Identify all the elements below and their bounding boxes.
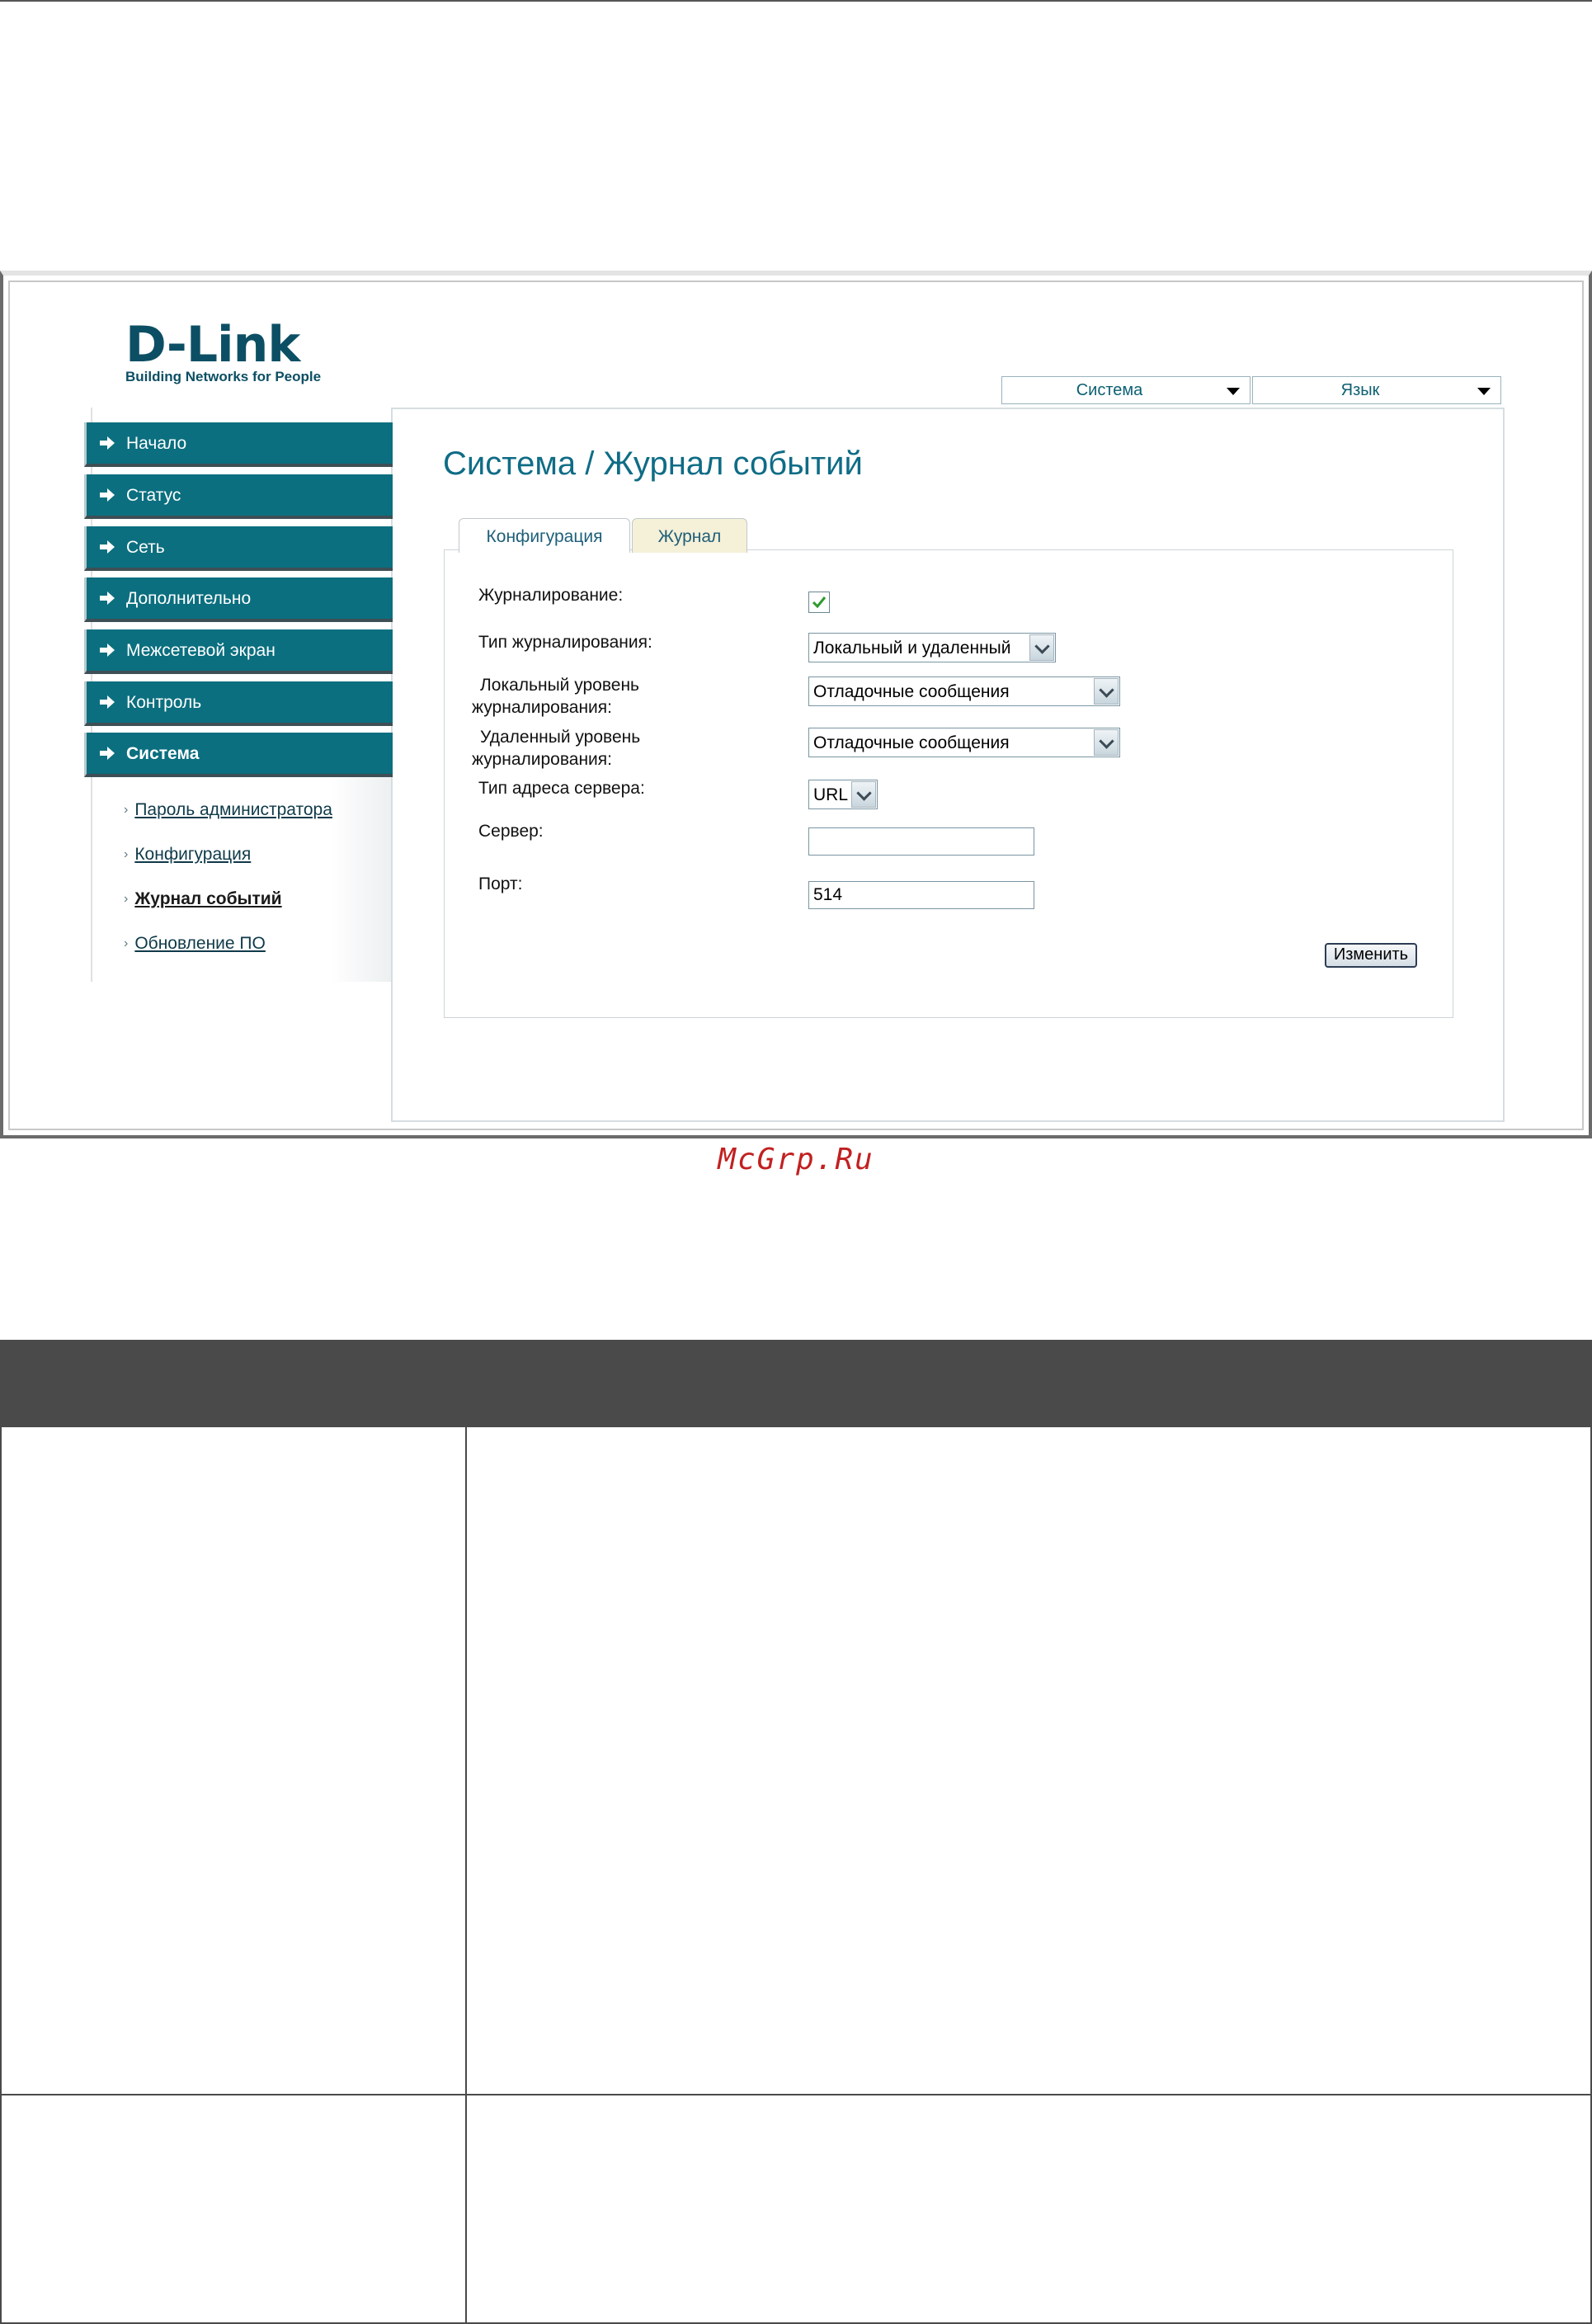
table-cell	[0, 2094, 467, 2324]
sidebar-item-firewall[interactable]	[84, 629, 393, 674]
sidebar-item-control[interactable]	[84, 681, 393, 726]
sidebar-item-label: Контроль	[126, 693, 202, 712]
chevron-down-icon	[851, 781, 876, 808]
watermark: McGrp.Ru	[718, 1143, 874, 1176]
language-label: Язык	[1340, 381, 1380, 399]
sidebar-item-label: Статус	[126, 486, 181, 505]
subnav-configuration[interactable]	[124, 845, 251, 865]
bullet-icon: ›	[124, 803, 129, 817]
logging-checkbox[interactable]	[808, 592, 830, 613]
subnav-firmware-update[interactable]	[124, 934, 266, 954]
table-cell	[465, 2094, 1592, 2324]
log-type-label: Тип журналирования:	[478, 633, 652, 652]
bullet-icon: ›	[124, 936, 129, 950]
arrow-right-icon	[100, 643, 115, 657]
tab-label: Журнал	[657, 527, 722, 546]
subnav-admin-password[interactable]	[124, 800, 332, 820]
logging-label: Журналирование:	[478, 586, 624, 605]
chevron-down-icon	[1227, 388, 1240, 395]
remote-level-label	[472, 726, 641, 771]
bullet-icon: ›	[124, 847, 129, 861]
local-level-label-line2: журналирования:	[472, 698, 612, 717]
page-title: Система / Журнал событий	[443, 445, 863, 482]
subnav-label: Журнал событий	[134, 889, 282, 908]
remote-level-value: Отладочные сообщения	[813, 733, 1010, 752]
arrow-right-icon	[100, 695, 115, 709]
remote-level-label-line1: Удаленный уровень	[480, 728, 641, 747]
table-header	[0, 1340, 1592, 1426]
sidebar-gradient	[330, 775, 393, 982]
chevron-down-icon	[1094, 729, 1119, 756]
apply-button[interactable]: Изменить	[1325, 943, 1417, 968]
chevron-down-icon	[1094, 678, 1119, 705]
table-cell	[465, 1426, 1592, 2095]
log-type-value: Локальный и удаленный	[813, 639, 1011, 658]
dlink-logo	[125, 316, 322, 384]
tab-label: Конфигурация	[486, 527, 603, 546]
bullet-icon: ›	[124, 892, 129, 906]
language-select[interactable]	[1252, 376, 1501, 404]
chevron-down-icon	[1029, 634, 1054, 661]
server-addr-type-value: URL	[813, 785, 849, 804]
sidebar-item-label: Межсетевой экран	[126, 641, 276, 660]
remote-level-select[interactable]	[808, 728, 1120, 757]
tab-log[interactable]	[632, 518, 747, 553]
sidebar-item-system[interactable]	[84, 733, 393, 777]
arrow-right-icon	[100, 540, 115, 554]
system-menu-select[interactable]	[1001, 376, 1251, 404]
arrow-right-icon	[100, 592, 115, 605]
local-level-label-line1: Локальный уровень	[480, 676, 639, 695]
arrow-right-icon	[100, 747, 115, 760]
local-level-select[interactable]	[808, 676, 1120, 706]
sidebar-item-label: Начало	[126, 434, 187, 453]
sidebar-item-status[interactable]	[84, 474, 393, 519]
tab-configuration[interactable]	[459, 518, 630, 553]
server-label: Сервер:	[478, 822, 544, 841]
server-addr-type-select[interactable]	[808, 780, 878, 809]
logo-brand: D-Link	[125, 316, 300, 374]
port-input[interactable]: 514	[808, 881, 1034, 909]
sidebar-item-network[interactable]	[84, 526, 393, 571]
system-menu-label: Система	[1076, 381, 1143, 399]
local-level-label	[472, 674, 639, 719]
sidebar-item-label: Система	[126, 744, 200, 763]
subnav-label: Конфигурация	[134, 845, 252, 864]
arrow-right-icon	[100, 488, 115, 502]
server-addr-type-label: Тип адреса сервера:	[478, 779, 645, 798]
log-type-select[interactable]	[808, 633, 1056, 662]
sidebar-item-label: Сеть	[126, 538, 165, 557]
subnav-label: Пароль администратора	[134, 800, 332, 819]
port-label: Порт:	[478, 874, 523, 893]
subnav-event-log[interactable]	[124, 889, 282, 909]
table-cell	[0, 1426, 467, 2095]
page-top-rule	[0, 0, 1592, 2]
logo-tagline: Building Networks for People	[125, 369, 322, 384]
remote-level-label-line2: журналирования:	[472, 750, 612, 769]
description-table	[0, 1340, 1592, 2324]
chevron-down-icon	[1477, 388, 1491, 395]
subnav-label: Обновление ПО	[134, 934, 266, 953]
server-input[interactable]	[808, 827, 1034, 856]
sidebar-item-advanced[interactable]	[84, 577, 393, 622]
sidebar-item-home[interactable]	[84, 422, 393, 467]
arrow-right-icon	[100, 436, 115, 450]
sidebar-item-label: Дополнительно	[126, 589, 252, 608]
local-level-value: Отладочные сообщения	[813, 682, 1010, 701]
checkmark-icon	[812, 595, 827, 610]
